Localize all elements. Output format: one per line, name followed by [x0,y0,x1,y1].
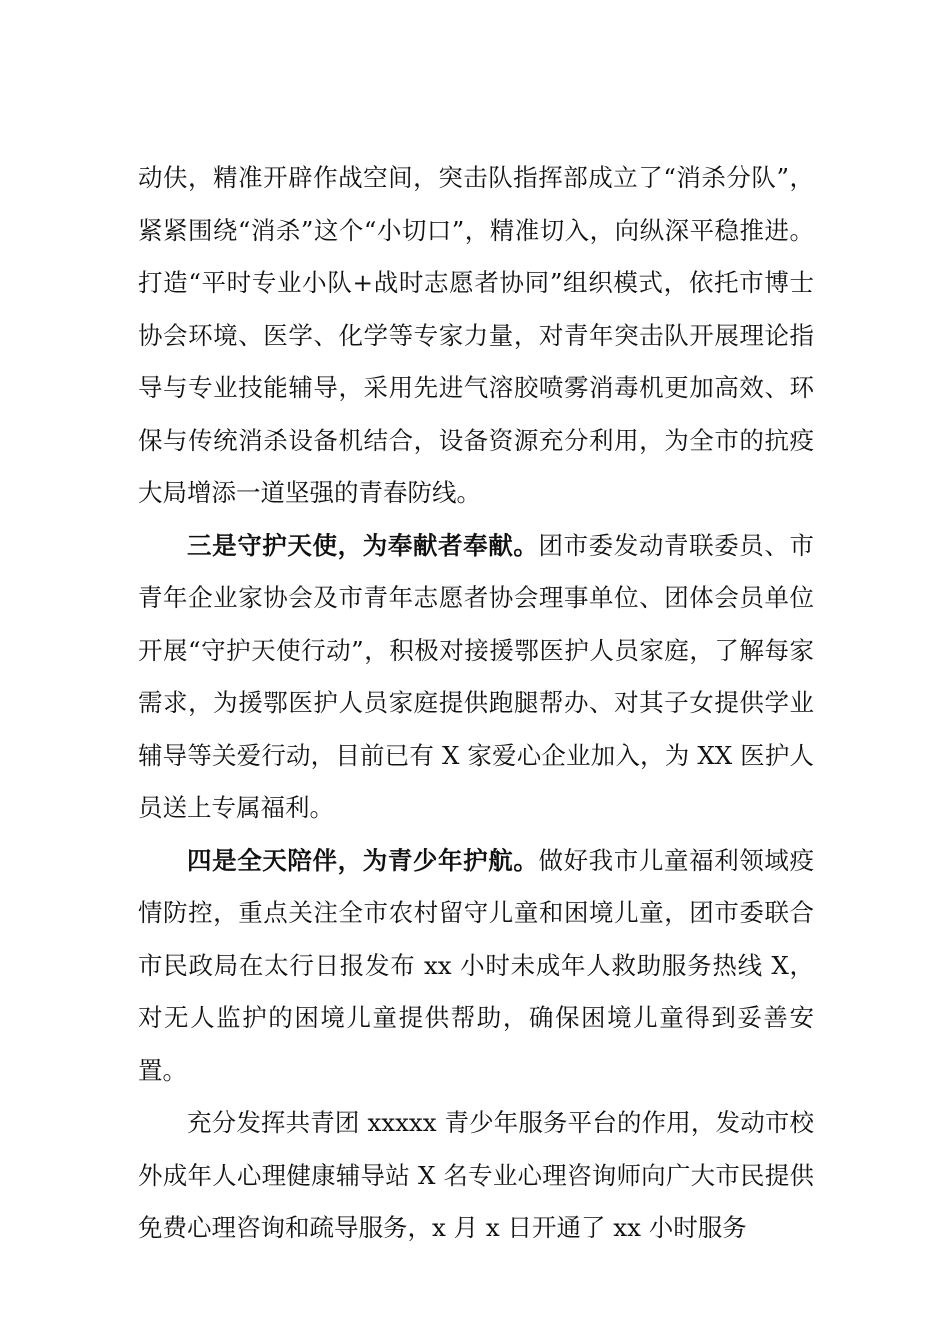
paragraph-youth-escort [138,835,814,1098]
paragraph-text: 做好我市儿童福利领域疫情防控，重点关注全市农村留守儿童和困境儿童，团市委联合市民政局在太行日报发布 xx 小时未成年人救助服务热线 X，对无人监护的困境儿童提供帮助，确保困境儿童得到妥善安置。 [138,845,815,1085]
paragraph-service-platform [138,1097,814,1255]
paragraph-text: 团市委发动青联委员、市青年企业家协会及市青年志愿者协会理事单位、团体会员单位开展“守护天使行动”，积极对接援鄂医护人员家庭，了解每家需求，为援鄂医护人员家庭提供跑腿帮办、对其子女提供学业辅导等关爱行动，目前已有 X 家爱心企业加入，为 XX 医护人员送上专属福利。 [138,530,815,822]
paragraph-guardian-angel [138,520,814,835]
paragraph-continued [138,152,814,520]
paragraph-heading: 四是全天陪伴，为青少年护航。 [187,845,539,875]
paragraph-text: 动伕，精准开辟作战空间，突击队指挥部成立了“消杀分队”，紧紧围绕“消杀”这个“小切口”，精准切入，向纵深平稳推进。打造“平时专业小队+战时志愿者协同”组织模式，依托市博士协会环境、医学、化学等专家力量，对青年突击队开展理论指导与专业技能辅导，采用先进气溶胶喷雾消毒机更加高效、环保与传统消杀设备机结合，设备资源充分利用，为全市的抗疫大局增添一道坚强的青春防线。 [138,163,814,507]
paragraph-heading: 三是守护天使，为奉献者奉献。 [187,530,539,560]
document-page [138,152,814,1255]
paragraph-text: 充分发挥共青团 xxxxx 青少年服务平台的作用，发动市校外成年人心理健康辅导站 X 名专业心理咨询师向广大市民提供免费心理咨询和疏导服务，x 月 x 日开通了 xx 小时服务 [138,1108,814,1242]
